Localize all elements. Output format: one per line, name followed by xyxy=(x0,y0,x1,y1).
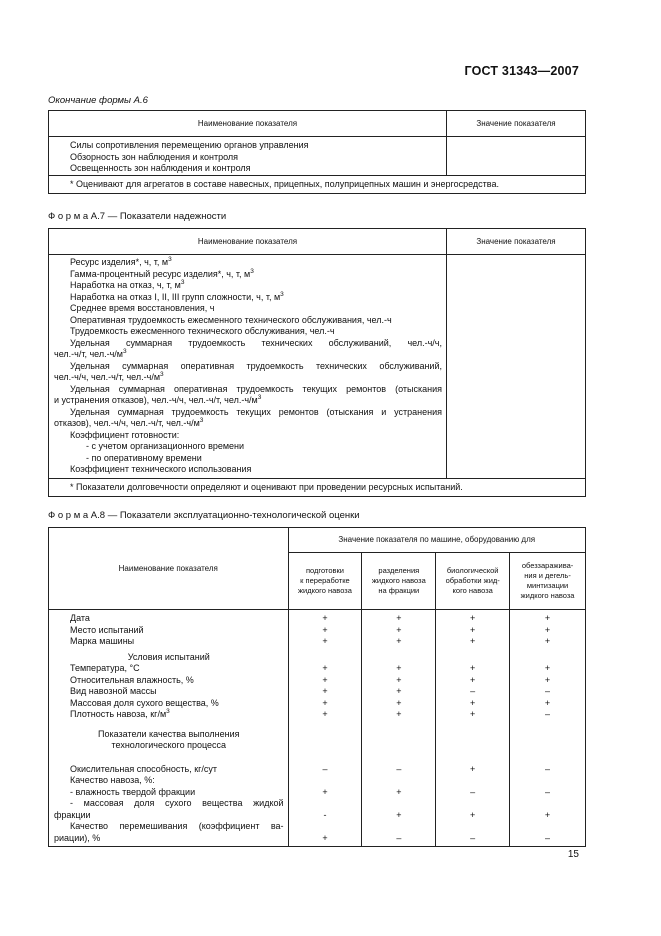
list-item-continuation: чел.-ч/т, $чел.-ч/м^3$ xyxy=(54,348,127,359)
form-a7-caption: Ф о р м а А.7 — Показатели надежности xyxy=(48,211,227,222)
table-cell-mark: – xyxy=(470,686,476,696)
table-cell-mark: + xyxy=(396,613,402,623)
table-cell-mark: – xyxy=(470,786,476,797)
section-subheading: Условия испытаний xyxy=(127,651,210,662)
table-cell-mark: + xyxy=(322,624,328,635)
table-cell-mark xyxy=(436,729,509,752)
table-cell-mark: – xyxy=(545,832,551,843)
table-cell-mark: – xyxy=(396,763,402,774)
table-cell-mark xyxy=(362,652,435,664)
table-cell-mark: + xyxy=(396,663,402,673)
table-cell-mark: + xyxy=(470,663,476,673)
form-a8-marks-col-1 xyxy=(288,610,362,847)
table-cell-mark: + xyxy=(544,613,551,623)
table-cell-mark: + xyxy=(322,832,328,843)
table-cell-mark: + xyxy=(322,697,328,708)
table-row-label: - массовая доля сухого вещества жидкой xyxy=(70,798,284,808)
table-cell-mark xyxy=(362,775,435,787)
table-cell-mark: + xyxy=(544,809,551,820)
list-item: Наработка на отказ, ч, т, $м^3$ xyxy=(70,279,185,290)
list-item: Наработка на отказ I, II, III групп сложности, ч, т, $м^3$ xyxy=(70,290,284,302)
table-cell-mark: + xyxy=(396,686,402,696)
form-a8-header-name: Наименование показателя xyxy=(49,528,289,610)
form-a8-marks-col-2 xyxy=(362,610,436,847)
list-item: Удельная суммарная оперативная трудоемкость технических обслуживаний, xyxy=(70,360,442,371)
table-row-label: Место испытаний xyxy=(70,624,144,635)
table-cell-mark: + xyxy=(396,636,402,646)
section-subheading: Показатели качества выполнения xyxy=(98,728,240,739)
form-a7-indicators xyxy=(49,255,447,479)
table-row-label: - влажность твердой фракции xyxy=(70,786,196,797)
table-cell-mark: + xyxy=(322,636,328,646)
form-a8-subcol-1: подготовки к переработке жидкого навоза xyxy=(288,553,362,610)
table-cell-mark: + xyxy=(322,786,328,797)
form-a8-marks-col-3 xyxy=(436,610,510,847)
table-cell-mark: – xyxy=(470,832,476,843)
table-cell-mark: – xyxy=(396,832,402,843)
table-row-label: Плотность навоза, $кг/м^3$ xyxy=(70,708,170,719)
list-item-continuation: чел.-ч/ч, чел.-ч/т, $чел.-ч/м^3$ xyxy=(54,371,164,382)
list-item: Ресурс изделия*, ч, т, $м^3$ xyxy=(70,256,172,267)
form-a6-value-cell xyxy=(447,137,586,176)
list-item: Обзорность зон наблюдения и контроля xyxy=(70,151,239,162)
table-cell-mark: + xyxy=(322,674,328,685)
table-cell-mark xyxy=(436,775,509,787)
form-a6-header-name: Наименование показателя xyxy=(49,111,447,137)
section-subheading: технологического процесса xyxy=(111,740,227,750)
table-cell-mark xyxy=(289,729,362,752)
form-a7-header-name: Наименование показателя xyxy=(49,229,447,255)
table-cell-mark: + xyxy=(470,636,476,646)
table-row-label: Температура, °С xyxy=(70,663,140,673)
table-cell-mark: – xyxy=(545,786,551,797)
list-item: Удельная суммарная трудоемкость текущих ремонтов (отыскания и устранения xyxy=(70,406,442,417)
table-cell-mark: + xyxy=(322,613,328,623)
list-item: Коэффициент технического использования xyxy=(70,464,252,474)
list-item: - с учетом организационного времени xyxy=(86,441,245,451)
form-a8-indicators xyxy=(49,610,289,847)
list-item: Силы сопротивления перемещению органов управления xyxy=(70,140,309,150)
table-row-label: Массовая доля сухого вещества, % xyxy=(70,697,219,708)
table-cell-mark xyxy=(510,775,585,787)
page-number: 15 xyxy=(567,849,579,860)
table-cell-mark xyxy=(436,652,509,664)
table-cell-mark xyxy=(510,729,585,752)
form-a8-subcol-3: биологической обработки жид- кого навоза xyxy=(436,553,510,610)
form-a8-caption: Ф о р м а А.8 — Показатели эксплуатационно-технологической оценки xyxy=(48,510,360,521)
table-cell-mark: + xyxy=(470,809,476,820)
table-cell-mark: + xyxy=(396,809,402,820)
table-cell-mark xyxy=(510,652,585,664)
form-a6-indicators xyxy=(49,137,447,176)
table-row-label-continuation: риации), % xyxy=(54,832,101,843)
table-row-label: Относительная влажность, % xyxy=(70,674,194,685)
list-item: - по оперативному времени xyxy=(86,452,202,463)
table-cell-mark: – xyxy=(545,686,551,696)
table-cell-mark: + xyxy=(470,674,476,685)
list-item: Оперативная трудоемкость ежесменного технического обслуживания, чел.-ч xyxy=(70,314,392,325)
form-a8-group-header: Значение показателя по машине, оборудованию для xyxy=(288,528,585,553)
table-row-label: Дата xyxy=(70,613,90,623)
form-a8-table xyxy=(48,527,586,847)
form-a8-marks-col-4 xyxy=(510,610,586,847)
table-cell-mark: + xyxy=(544,697,551,708)
list-item-continuation: отказов), чел.-ч/ч, чел.-ч/т, $чел.-ч/м^3$ xyxy=(54,417,204,428)
table-cell-mark: + xyxy=(322,709,328,719)
table-cell-mark: + xyxy=(322,686,328,696)
table-cell-mark: + xyxy=(396,674,402,685)
list-item: Освещенность зон наблюдения и контроля xyxy=(70,163,251,173)
form-a6-header-value: Значение показателя xyxy=(447,111,586,137)
table-cell-mark xyxy=(362,729,435,752)
form-a8-subcol-4: обеззаражива- ния и дегель- минтизации жидкого навоза xyxy=(510,553,586,610)
table-cell-mark: + xyxy=(544,636,551,646)
form-a7-header-value: Значение показателя xyxy=(447,229,586,255)
table-cell-mark: - xyxy=(323,809,327,820)
table-cell-mark: + xyxy=(396,709,402,719)
table-cell-mark: – xyxy=(545,709,551,719)
table-cell-mark: + xyxy=(470,613,476,623)
table-cell-mark: + xyxy=(396,624,402,635)
list-item-continuation: и устранения отказов), чел.-ч/ч, чел.-ч/т, $чел.-ч/м^3$ xyxy=(54,394,262,405)
form-a6-table xyxy=(48,110,586,194)
table-cell-mark: + xyxy=(396,786,402,797)
table-cell-mark: + xyxy=(544,663,551,673)
form-a7-table xyxy=(48,228,586,497)
table-row-label: Окислительная способность, кг/сут xyxy=(70,763,218,774)
list-item: Среднее время восстановления, ч xyxy=(70,303,215,313)
list-item: Трудоемкость ежесменного технического обслуживания, чел.-ч xyxy=(70,326,335,336)
table-cell-mark: + xyxy=(396,697,402,708)
table-row-label: Качество перемешивания (коэффициент ва- xyxy=(70,821,284,831)
table-cell-mark: + xyxy=(470,763,476,774)
list-item: Удельная суммарная трудоемкость технических обслуживаний, чел.-ч/ч, xyxy=(70,337,442,348)
list-item: Коэффициент готовности: xyxy=(70,429,180,440)
list-item: Гамма-процентный ресурс изделия*, ч, т, $м^3$ xyxy=(70,267,254,279)
table-cell-mark: + xyxy=(470,709,476,719)
table-cell-mark: – xyxy=(322,763,328,774)
list-item: Удельная суммарная оперативная трудоемкость текущих ремонтов (отыскания xyxy=(70,383,442,394)
table-cell-mark xyxy=(289,775,362,787)
form-a7-value-cell xyxy=(447,255,586,479)
table-cell-mark: + xyxy=(470,697,476,708)
table-row-label-continuation: фракции xyxy=(54,809,91,820)
table-cell-mark: + xyxy=(544,674,551,685)
form-a8-subcol-2: разделения жидкого навоза на фракции xyxy=(362,553,436,610)
table-row-label: Марка машины xyxy=(70,636,135,646)
table-row-label: Качество навоза, %: xyxy=(70,775,155,785)
form-a6-footnote: * Оценивают для агрегатов в составе навесных, прицепных, полуприцепных машин и энергосредства. xyxy=(49,175,586,194)
table-cell-mark: + xyxy=(470,624,476,635)
standard-designation: ГОСТ 31343—2007 xyxy=(464,64,579,78)
form-a7-footnote: * Показатели долговечности определяют и оценивают при проведении ресурсных испытаний. xyxy=(49,478,586,497)
table-row-label: Вид навозной массы xyxy=(70,686,157,696)
table-cell-mark xyxy=(289,652,362,664)
form-a6-caption: Окончание формы А.6 xyxy=(48,95,148,106)
table-cell-mark: + xyxy=(322,663,328,673)
table-cell-mark: + xyxy=(544,624,551,635)
table-cell-mark: – xyxy=(545,763,551,774)
